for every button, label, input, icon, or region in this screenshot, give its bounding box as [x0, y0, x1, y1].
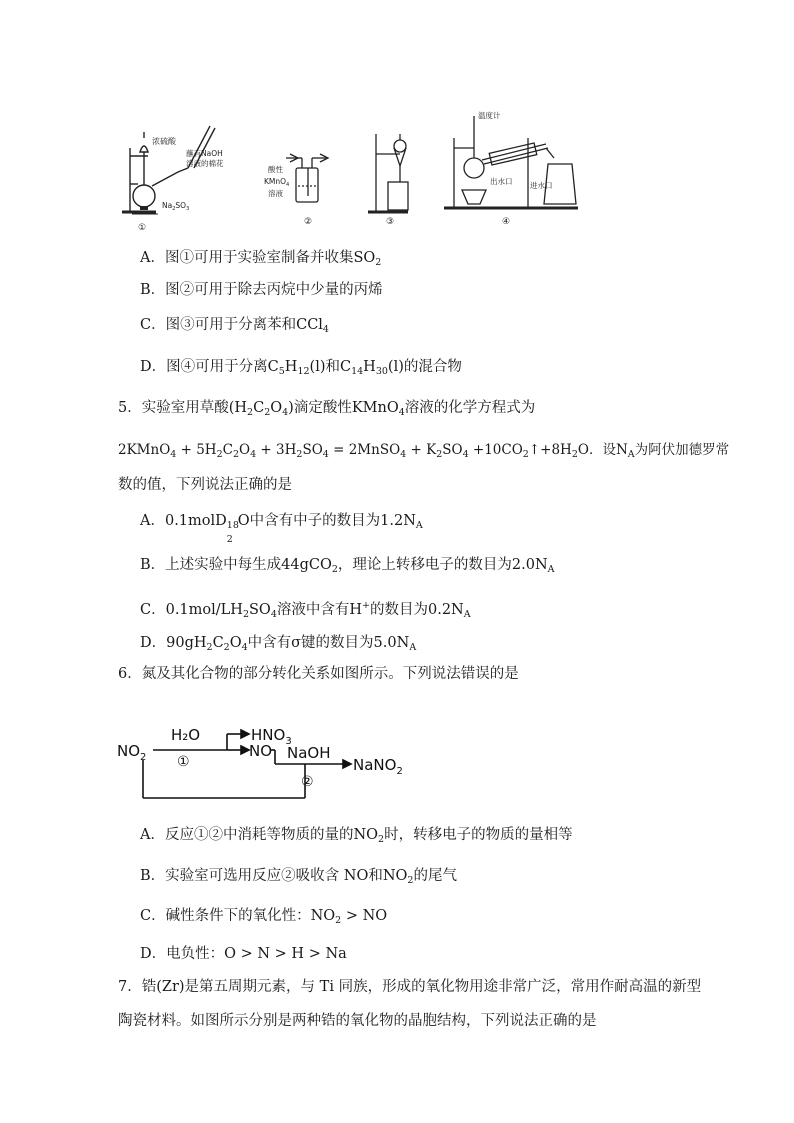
- nano2-label: NaNO$_2$: [353, 756, 403, 777]
- q5-option-b: B．上述实验中每生成44gCO$_2$，理论上转移电子的数目为$2.0N_A$: [140, 557, 555, 575]
- apparatus-2: [286, 154, 328, 202]
- na2so3-label: $Na_2SO_3$: [162, 201, 190, 212]
- thermometer-label: 温度计: [478, 111, 501, 120]
- naoh-label: NaOH: [287, 744, 331, 762]
- q6-option-d: D．电负性：O > N > H > Na: [140, 946, 347, 962]
- q7-stem-line-2: 陶瓷材料。如图所示分别是两种锆的氧化物的晶胞结构，下列说法正确的是: [118, 1013, 597, 1029]
- apparatus-3: [368, 134, 408, 212]
- reaction-1-label: ①: [177, 754, 190, 770]
- apparatus-figure: [118, 108, 588, 234]
- q5-option-d: D．$90gH_2C_2O_4$中含有σ键的数目为$5.0N_A$: [140, 635, 417, 653]
- q5-option-c: C．$0.1mol/LH_2SO_4$溶液中含有H+的数目为$0.2N_A$: [140, 600, 471, 620]
- q5-stem: 5．实验室用草酸$(H_2C_2O_4)$滴定酸性KMnO$_4$溶液的化学方程式为: [118, 400, 536, 418]
- water-inlet-label: 进水口: [530, 181, 553, 190]
- figure-number-4: ④: [502, 217, 511, 227]
- figure-number-1: ①: [138, 223, 147, 233]
- q6-option-a: A．反应①②中消耗等物质的量的$NO_2$时，转移电子的物质的量相等: [140, 827, 573, 845]
- q4-option-a: A．图①可用于实验室制备并收集$SO_2$: [140, 250, 382, 268]
- q5-option-a: A．0.1molD 18 2 O中含有中子的数目为$1.2N_A$: [140, 513, 423, 545]
- q6-option-b: B．实验室可选用反应②吸收含 NO和$NO_2$的尾气: [140, 868, 457, 886]
- q4-option-d: D．图④可用于分离$C_5H_{12}(l)$和$C_{14}H_{30}(l)$的混合物: [140, 359, 462, 377]
- q6-option-c: C．碱性条件下的氧化性：$NO_2$ > NO: [140, 908, 388, 926]
- figure-number-3: ③: [386, 217, 395, 227]
- q6-stem: 6．氮及其化合物的部分转化关系如图所示。下列说法错误的是: [118, 666, 519, 682]
- q4-option-c: C．图③可用于分离苯和CCl$_4$: [140, 317, 329, 335]
- q7-stem-line-1: 7．锆(Zr)是第五周期元素，与 Ti 同族，形成的氧化物用途非常广泛，常用作耐高温的新型: [118, 979, 702, 995]
- water-outlet-label: 出水口: [490, 177, 513, 186]
- no-label: NO: [249, 742, 273, 760]
- arrow-head-hno3: [241, 730, 249, 738]
- arrow-head-nano2: [343, 760, 351, 768]
- acid-label: 浓硫酸: [152, 137, 176, 146]
- nitrogen-conversion-diagram: [115, 718, 415, 808]
- q5-stem-tail: 数的值，下列说法正确的是: [118, 477, 292, 493]
- q5-equation: 2KMnO$_4$ + $5H_2C_2O_4 + 3H_2SO_4$ = 2MnSO$_4$ + $K_2SO_4$ $+10CO_2↑+8H_2O$．设$N_A$为阿伏加德罗常: [118, 442, 730, 460]
- arrow-head-no: [241, 746, 249, 754]
- no2-label: $NO_2$: [117, 742, 147, 763]
- cotton-label-1: 蘸有NaOH: [186, 149, 223, 158]
- h2o-label: H₂O: [171, 726, 201, 744]
- kmno4-label-1: 酸性: [268, 165, 283, 174]
- apparatus-4: [444, 116, 578, 208]
- reaction-2-label: ②: [301, 774, 314, 790]
- cotton-label-2: 溶液的棉花: [186, 159, 224, 168]
- hno3-label: $HNO_3$: [251, 726, 292, 747]
- q4-option-b: B．图②可用于除去丙烷中少量的丙烯: [140, 282, 383, 298]
- kmno4-label-2: KMnO$_4$: [264, 177, 290, 188]
- kmno4-label-3: 溶液: [268, 189, 283, 198]
- figure-number-2: ②: [304, 217, 313, 227]
